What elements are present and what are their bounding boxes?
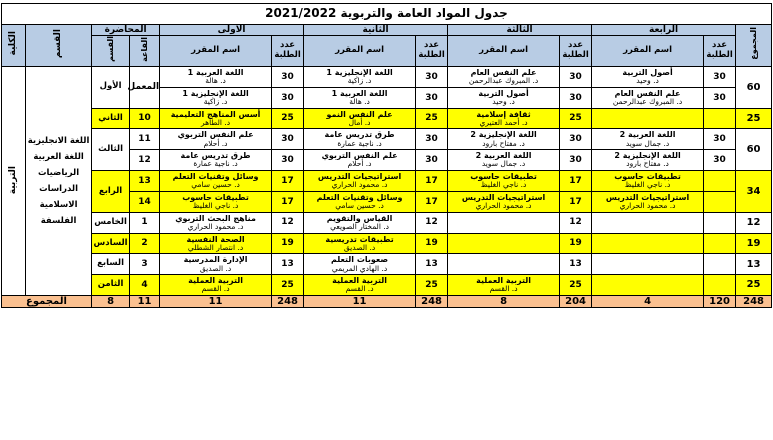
header-year-fourth: الرابعة xyxy=(592,25,736,36)
table-row xyxy=(1,108,771,129)
course-name: القياس والتقويم xyxy=(326,213,393,223)
subject-y1 xyxy=(160,150,272,171)
subject-y4 xyxy=(592,171,704,192)
students-count-y1: 30 xyxy=(272,129,304,150)
dept-item: اللغة العربية xyxy=(33,151,84,162)
course-name: صعوبات التعلم xyxy=(330,255,389,265)
footer-total: 248 xyxy=(736,295,772,308)
row-total: 34 xyxy=(736,171,772,213)
header-students-count: عدد الطلبة xyxy=(704,36,736,67)
footer-label: المجموع xyxy=(1,295,91,308)
students-count-y2: 25 xyxy=(416,275,448,296)
row-total: 60 xyxy=(736,67,772,109)
course-name: تطبيقات حاسوب xyxy=(614,172,681,182)
course-name: استراتيجيات التدريس xyxy=(461,192,546,202)
footer-total: 11 xyxy=(130,295,160,308)
dept-item: اللغة الانجليزية xyxy=(27,135,90,146)
subject-y3 xyxy=(448,108,560,129)
footer-total: 248 xyxy=(272,295,304,308)
subject-y1 xyxy=(160,129,272,150)
students-count-y3: 17 xyxy=(560,191,592,212)
subject-y3 xyxy=(448,191,560,212)
teacher-name: د. أمال xyxy=(348,117,371,127)
students-count-y2: 30 xyxy=(416,87,448,108)
teacher-name: د. جمال سويد xyxy=(625,138,670,148)
teacher-name: د. الطاهر xyxy=(201,117,231,127)
students-count-y4 xyxy=(704,212,736,233)
lecture-name: الخامس xyxy=(92,212,130,233)
subject-y2 xyxy=(304,171,416,192)
lecture-name: الثاني xyxy=(92,108,130,129)
teacher-name: د. أحمد العتيري xyxy=(479,117,528,127)
subject-y2 xyxy=(304,191,416,212)
students-count-y1: 13 xyxy=(272,254,304,275)
students-count-y3: 19 xyxy=(560,233,592,254)
faculty-column xyxy=(1,67,25,296)
students-count-y4: 30 xyxy=(704,129,736,150)
teacher-name: د. هالة xyxy=(349,97,370,107)
students-count-y1: 19 xyxy=(272,233,304,254)
subject-y3 xyxy=(448,171,560,192)
course-name: التربية العملية xyxy=(188,276,244,286)
table-row xyxy=(1,129,771,150)
dept-item: الرياضيات xyxy=(37,167,80,178)
course-name: اللغة العربية 1 xyxy=(331,88,388,98)
course-name: علم النفس التربوي xyxy=(177,130,254,140)
teacher-name: د. المبروك عبدالرحمن xyxy=(612,97,683,107)
course-name: أصول التربية xyxy=(622,68,673,78)
course-name: اللغة العربية 2 xyxy=(619,130,676,140)
teacher-name: د. الصديق xyxy=(199,263,232,273)
students-count-y4 xyxy=(704,275,736,296)
header-year-third: الثالثة xyxy=(448,25,592,36)
header-students-count: عدد الطلبة xyxy=(416,36,448,67)
students-count-y3: 30 xyxy=(560,87,592,108)
header-row-2 xyxy=(1,36,771,67)
teacher-name: د. المختار الصويعي xyxy=(330,221,390,231)
header-faculty xyxy=(1,25,25,67)
course-name: تطبيقات حاسوب xyxy=(470,172,537,182)
students-count-y4 xyxy=(704,233,736,254)
teacher-name: د. المبروك عبدالرحمن xyxy=(468,76,539,86)
course-name: وسائل وتقنيات التعلم xyxy=(172,172,259,182)
subject-y3 xyxy=(448,67,560,88)
header-section xyxy=(92,36,130,67)
header-students-count: عدد الطلبة xyxy=(272,36,304,67)
students-count-y4 xyxy=(704,254,736,275)
course-name: اللغة الإنجليزية 2 xyxy=(470,130,537,140)
faculty-label: الكلية xyxy=(8,31,19,56)
students-count-y2: 12 xyxy=(416,212,448,233)
course-name: اللغة الإنجليزية 2 xyxy=(614,151,681,161)
subject-y2 xyxy=(304,233,416,254)
students-count-y3: 25 xyxy=(560,275,592,296)
lecture-name: الثالث xyxy=(92,129,130,171)
header-students-count: عدد الطلبة xyxy=(560,36,592,67)
course-name: اللغة الإنجليزية 1 xyxy=(182,88,249,98)
course-name: التربية العملية xyxy=(332,276,388,286)
header-course-name: اسم المقرر xyxy=(160,36,272,67)
dept-item: الفلسفة xyxy=(40,216,77,227)
hall-number: 1 xyxy=(130,212,160,233)
students-count-y4 xyxy=(704,108,736,129)
subject-y4 xyxy=(592,108,704,129)
subject-y4 xyxy=(592,87,704,108)
footer-total: 204 xyxy=(560,295,592,308)
students-count-y4: 30 xyxy=(704,67,736,88)
footer-total: 11 xyxy=(304,295,416,308)
course-name: اللغة العربية 2 xyxy=(475,151,532,161)
subject-y3 xyxy=(448,275,560,296)
subject-y4 xyxy=(592,212,704,233)
table-row xyxy=(1,67,771,88)
section-label: القسم xyxy=(105,36,115,63)
students-count-y4: 30 xyxy=(704,150,736,171)
students-count-y2: 17 xyxy=(416,191,448,212)
subject-y2 xyxy=(304,108,416,129)
teacher-name: د. جمال سويد xyxy=(481,159,526,169)
teacher-name: د. ناجية عمارة xyxy=(193,159,238,169)
hall-number: 11 xyxy=(130,129,160,150)
subject-y4 xyxy=(592,191,704,212)
teacher-name: د. وحيد xyxy=(492,97,515,107)
subject-y1 xyxy=(160,67,272,88)
hall-number: 4 xyxy=(130,275,160,296)
teacher-name: د. القسم xyxy=(345,284,374,294)
course-name: مناهج البحث التربوي xyxy=(175,213,256,223)
subject-y2 xyxy=(304,129,416,150)
students-count-y2: 30 xyxy=(416,129,448,150)
subject-y4 xyxy=(592,233,704,254)
row-total: 25 xyxy=(736,275,772,296)
teacher-name: د. وحيد xyxy=(636,76,659,86)
teacher-name: د. ناجي الغليظ xyxy=(480,180,527,190)
faculty-vertical-label: التربية xyxy=(8,165,19,195)
students-count-y1: 30 xyxy=(272,67,304,88)
subject-y2 xyxy=(304,254,416,275)
subject-y3 xyxy=(448,254,560,275)
table-row xyxy=(1,233,771,254)
schedule-page xyxy=(0,3,773,440)
table-row xyxy=(1,171,771,192)
subject-y2 xyxy=(304,150,416,171)
students-count-y1: 17 xyxy=(272,171,304,192)
course-name: اللغة العربية 1 xyxy=(187,68,244,78)
footer-total: 4 xyxy=(592,295,704,308)
course-name: اللغة الإنجليزية 1 xyxy=(326,68,393,78)
subject-y3 xyxy=(448,212,560,233)
teacher-name: د. أحلام xyxy=(203,138,228,148)
teacher-name: د. محمود الحراري xyxy=(619,201,676,211)
course-name: استراتيجيات التدريس xyxy=(605,192,690,202)
subject-y4 xyxy=(592,275,704,296)
subject-y3 xyxy=(448,129,560,150)
teacher-name: د. ناجية عمارة xyxy=(337,138,382,148)
footer-total: 8 xyxy=(92,295,130,308)
header-lecture: المحاضرة xyxy=(92,25,160,36)
hall-number: 13 xyxy=(130,171,160,192)
header-course-name: اسم المقرر xyxy=(304,36,416,67)
row-total: 13 xyxy=(736,254,772,275)
teacher-name: د. هالة xyxy=(205,76,226,86)
teacher-name: د. القسم xyxy=(201,284,230,294)
students-count-y1: 25 xyxy=(272,275,304,296)
students-count-y1: 25 xyxy=(272,108,304,129)
header-year-second: الثانية xyxy=(304,25,448,36)
header-group-total xyxy=(736,25,772,67)
table-row xyxy=(1,254,771,275)
students-count-y2: 17 xyxy=(416,171,448,192)
schedule-table xyxy=(1,3,772,308)
subject-y1 xyxy=(160,171,272,192)
subject-y4 xyxy=(592,150,704,171)
subject-y1 xyxy=(160,87,272,108)
subject-y1 xyxy=(160,212,272,233)
header-dept xyxy=(26,25,92,67)
hall-label: القاعة xyxy=(139,36,149,62)
students-count-y4: 30 xyxy=(704,87,736,108)
subject-y2 xyxy=(304,67,416,88)
hall-number: 12 xyxy=(130,150,160,171)
hall-number: 10 xyxy=(130,108,160,129)
teacher-name: د. حسين سامي xyxy=(191,180,240,190)
course-name: وسائل وتقنيات التعلم xyxy=(316,192,403,202)
course-name: التربية العملية xyxy=(476,276,532,286)
footer-total: 120 xyxy=(704,295,736,308)
students-count-y1: 30 xyxy=(272,150,304,171)
title-row xyxy=(1,4,771,25)
students-count-y1: 30 xyxy=(272,87,304,108)
teacher-name: د. القسم xyxy=(489,284,518,294)
teacher-name: د. زاكية xyxy=(347,76,372,86)
teacher-name: د. الهادي المريمي xyxy=(331,263,388,273)
students-count-y2: 30 xyxy=(416,67,448,88)
teacher-name: د. مفتاح بارود xyxy=(482,138,525,148)
lecture-name: الثامن xyxy=(92,275,130,296)
students-count-y2: 30 xyxy=(416,150,448,171)
hall-number: 3 xyxy=(130,254,160,275)
teacher-name: د. انتصار الشطلي xyxy=(187,242,244,252)
dept-item: الدراسات الاسلامية xyxy=(39,184,79,211)
hall-number: 2 xyxy=(130,233,160,254)
course-name: استراتيجيات التدريس xyxy=(317,172,402,182)
subject-y1 xyxy=(160,275,272,296)
teacher-name: د. محمود الحراري xyxy=(187,221,244,231)
subject-y1 xyxy=(160,254,272,275)
row-total: 12 xyxy=(736,212,772,233)
course-name: علم النفس التربوي xyxy=(321,151,398,161)
students-count-y3: 12 xyxy=(560,212,592,233)
course-name: ثقافة إسلامية xyxy=(476,109,531,119)
teacher-name: د. محمود الحراري xyxy=(331,180,388,190)
header-course-name: اسم المقرر xyxy=(592,36,704,67)
course-name: طرق تدريس عامة xyxy=(324,130,395,140)
hall-number: المعمل xyxy=(130,67,160,109)
lecture-name: السادس xyxy=(92,233,130,254)
page-title: جدول المواد العامة والتربوية 2021/2022 xyxy=(1,4,771,25)
teacher-name: د. محمود الحراري xyxy=(475,201,532,211)
lecture-name: الرابع xyxy=(92,171,130,213)
row-total: 19 xyxy=(736,233,772,254)
teacher-name: د. الصديق xyxy=(343,242,376,252)
subject-y4 xyxy=(592,254,704,275)
teacher-name: د. زاكية xyxy=(203,97,228,107)
students-count-y1: 17 xyxy=(272,191,304,212)
subject-y4 xyxy=(592,67,704,88)
course-name: طرق تدريس عامة xyxy=(180,151,251,161)
table-row xyxy=(1,275,771,296)
hall-number: 14 xyxy=(130,191,160,212)
subject-y3 xyxy=(448,233,560,254)
subject-y1 xyxy=(160,233,272,254)
course-name: علم النفس العام xyxy=(614,88,681,98)
subject-y1 xyxy=(160,191,272,212)
header-hall xyxy=(130,36,160,67)
course-name: الصحة النفسية xyxy=(186,234,245,244)
teacher-name: د. حسين سامي xyxy=(335,201,384,211)
subject-y3 xyxy=(448,150,560,171)
header-course-name: اسم المقرر xyxy=(448,36,560,67)
group-total-label: المجموع xyxy=(748,27,758,60)
dept-label: القسم xyxy=(53,29,64,59)
header-year-first: الاولى xyxy=(160,25,304,36)
teacher-name: د. مفتاح بارود xyxy=(626,159,669,169)
students-count-y3: 25 xyxy=(560,108,592,129)
course-name: الإدارة المدرسية xyxy=(183,255,248,265)
course-name: تطبيقات تدريسية xyxy=(325,234,394,244)
course-name: تطبيقات حاسوب xyxy=(182,192,249,202)
students-count-y2: 25 xyxy=(416,108,448,129)
course-name: علم النفس العام xyxy=(470,68,537,78)
subject-y2 xyxy=(304,87,416,108)
subject-y4 xyxy=(592,129,704,150)
footer-row xyxy=(1,295,771,308)
students-count-y3: 17 xyxy=(560,171,592,192)
students-count-y1: 12 xyxy=(272,212,304,233)
students-count-y3: 30 xyxy=(560,67,592,88)
subject-y1 xyxy=(160,108,272,129)
subject-y2 xyxy=(304,275,416,296)
footer-total: 248 xyxy=(416,295,448,308)
students-count-y4 xyxy=(704,191,736,212)
row-total: 60 xyxy=(736,129,772,171)
students-count-y3: 30 xyxy=(560,150,592,171)
lecture-name: السابع xyxy=(92,254,130,275)
teacher-name: د. ناجي الغليظ xyxy=(192,201,239,211)
course-name: أصول التربية xyxy=(478,88,529,98)
subject-y2 xyxy=(304,212,416,233)
students-count-y3: 13 xyxy=(560,254,592,275)
students-count-y2: 19 xyxy=(416,233,448,254)
course-name: أسس المناهج التعليمية xyxy=(170,109,261,119)
dept-column xyxy=(26,67,92,296)
teacher-name: د. ناجي الغليظ xyxy=(624,180,671,190)
lecture-name: الأول xyxy=(92,67,130,109)
row-total: 25 xyxy=(736,108,772,129)
header-row-1 xyxy=(1,25,771,36)
students-count-y4 xyxy=(704,171,736,192)
teacher-name: د. أحلام xyxy=(347,159,372,169)
footer-total: 11 xyxy=(160,295,272,308)
students-count-y3: 30 xyxy=(560,129,592,150)
course-name: علم النفس النمو xyxy=(326,109,393,119)
table-row xyxy=(1,212,771,233)
footer-total: 8 xyxy=(448,295,560,308)
students-count-y2: 13 xyxy=(416,254,448,275)
subject-y3 xyxy=(448,87,560,108)
